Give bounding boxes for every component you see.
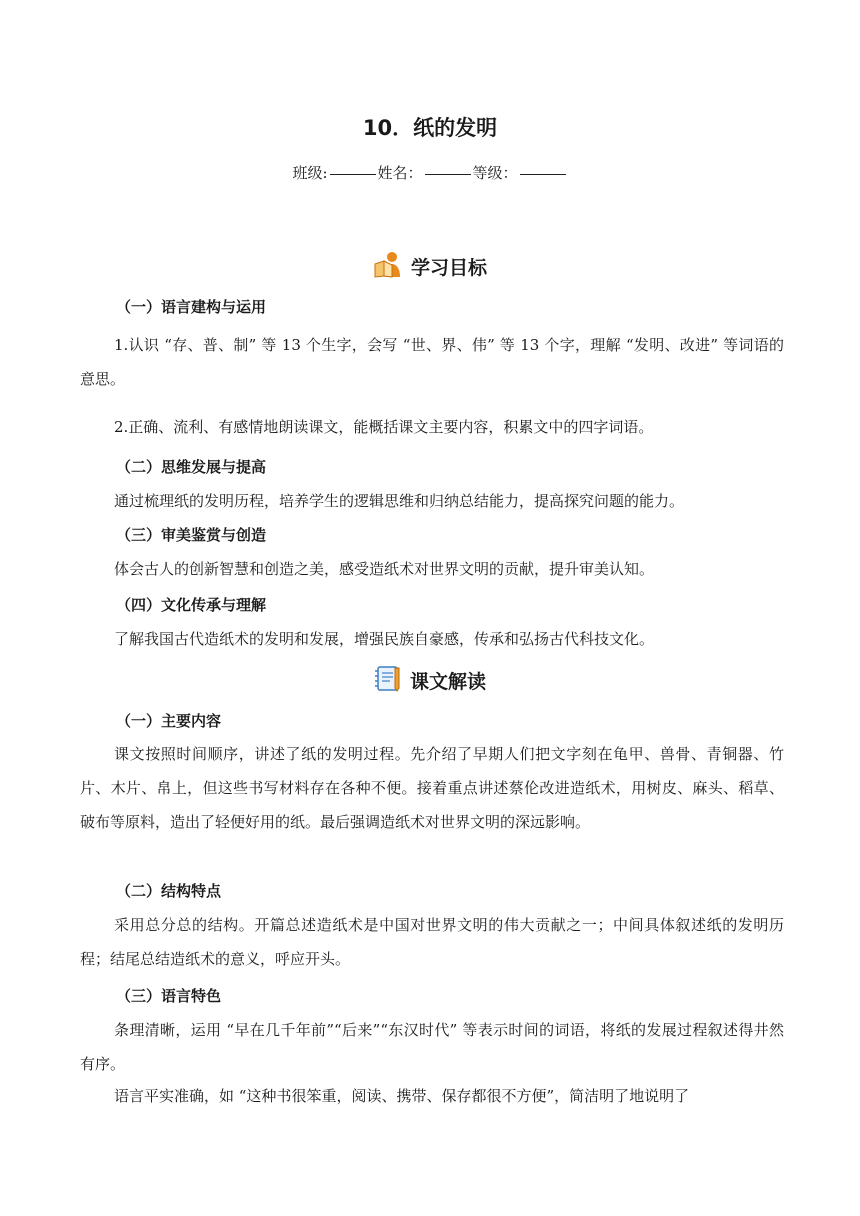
reading-s3-text2: 语言平实准确，如 “这种书很笨重，阅读、携带、保存都很不方便”，简洁明了地说明了 [114, 1087, 690, 1105]
name-blank[interactable] [425, 174, 471, 175]
grade-label: 等级： [472, 164, 518, 182]
reading-s2-text: 采用总分总的结构。开篇总述造纸术是中国对世界文明的伟大贡献之一；中间具体叙述纸的发明历程；结尾总结造纸术的意义，呼应开头。 [80, 916, 784, 968]
goals-s1-item1: 1.认识 “存、普、制” 等 13 个生字，会写 “世、界、伟” 等 13 个字，理解 “发明、改进” 等词语的意思。 [80, 336, 784, 388]
reading-heading [0, 664, 860, 697]
class-blank[interactable] [330, 174, 376, 175]
reading-s2-title: （二）结构特点 [116, 882, 222, 900]
goals-heading [0, 250, 860, 283]
goals-s2-text: 通过梳理纸的发明历程，培养学生的逻辑思维和归纳总结能力，提高探究问题的能力。 [114, 492, 685, 510]
goals-s4-text: 了解我国古代造纸术的发明和发展，增强民族自豪感，传承和弘扬古代科技文化。 [114, 630, 655, 648]
student-info-line [0, 162, 860, 183]
goals-heading-text: 学习目标 [410, 257, 487, 279]
goals-s1-item2: 2.正确、流利、有感情地朗读课文，能概括课文主要内容，积累文中的四字词语。 [114, 418, 654, 436]
name-label: 姓名： [377, 164, 423, 182]
class-label: 班级: [292, 164, 328, 182]
goals-s3-text: 体会古人的创新智慧和创造之美，感受造纸术对世界文明的贡献，提升审美认知。 [114, 560, 655, 578]
goals-s2-title: （二）思维发展与提高 [116, 458, 267, 476]
reading-s1-title: （一）主要内容 [116, 712, 222, 730]
grade-blank[interactable] [520, 174, 566, 175]
goals-s3-title: （三）审美鉴赏与创造 [116, 526, 267, 544]
reading-s3-title: （三）语言特色 [116, 987, 222, 1005]
reading-heading-text: 课文解读 [409, 671, 486, 693]
reading-person-icon [373, 250, 403, 283]
notebook-icon [374, 664, 402, 697]
reading-s3-text1: 条理清晰，运用 “早在几千年前”“后来”“东汉时代” 等表示时间的词语，将纸的发展过程叙述得井然有序。 [80, 1021, 784, 1073]
reading-s1-text: 课文按照时间顺序，讲述了纸的发明过程。先介绍了早期人们把文字刻在龟甲、兽骨、青铜器、竹片、木片、帛上，但这些书写材料存在各种不便。接着重点讲述蔡伦改进造纸术，用树皮、麻头、稻草、破布等原料，造出了轻便好用的纸。最后强调造纸术对世界文明的深远影响。 [80, 745, 784, 831]
page-title: 10．纸的发明 [362, 116, 498, 140]
goals-s1-title: （一）语言建构与运用 [116, 298, 267, 316]
goals-s4-title: （四）文化传承与理解 [116, 596, 267, 614]
